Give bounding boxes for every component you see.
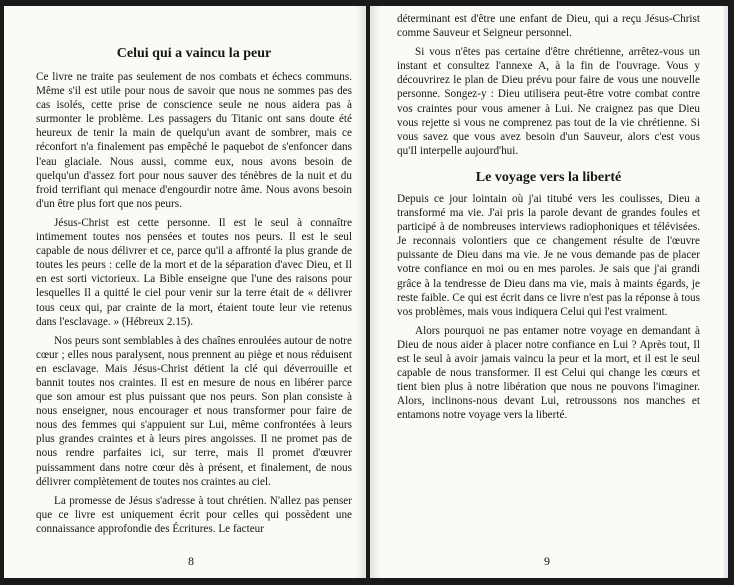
paragraph: Depuis ce jour lointain où j'ai titubé vers les coulisses, Dieu a transformé ma vie. J'ai pris la parole devant de grandes foules et participé à de nombreuses interviews radiophoniques et télévisées. Je reconnais volontiers que ce changement résulte de l'œuvre puissante de Dieu dans ma vie. Je ne vous demande pas de placer votre confiance en moi ou en mes paroles. Je sais que j'ai grandi grâce à la tendresse de Dieu dans ma vie, mais à maints égards, je reste faible. Ce qui est écrit dans ce livre n'est pas la réponse à tous vos problèmes, mais vous indiquera Celui qui l'est vraiment.: [397, 192, 700, 318]
right-page: [370, 6, 728, 578]
paragraph: déterminant est d'être une enfant de Dieu, qui a reçu Jésus-Christ comme Sauveur et Seigneur personnel.: [397, 13, 700, 40]
page-number: 9: [544, 554, 550, 568]
left-page: [4, 6, 366, 578]
gutter-shadow: [356, 6, 366, 578]
page-edge: [724, 6, 728, 578]
section-title: Celui qui a vaincu la peur: [116, 46, 272, 61]
paragraph: Nos peurs sont semblables à des chaînes enroulées autour de notre cœur ; elles nous paralysent, nous prennent au piège et nous réduisent en esclavage. Mais Jésus-Christ détient la clé qui déverrouille et bannit toutes nos craintes. Il est en mesure de nous en libérer parce que son amour est plus puissant que nos peurs. Son plan consiste à nous enseigner, nous encourager et nous transformer pour faire de nous des femmes qui s'appuient sur Lui, même confrontées à leurs plus grandes craintes et à leurs pires angoisses. Il ne promet pas de nous rendre parfaites ici, sur terre, mais Il promet d'œuvrer puissamment dans notre cœur dès à présent, et finalement, de nous délivrer complètement de toutes nos craintes au ciel.: [36, 334, 352, 488]
paragraph: Alors pourquoi ne pas entamer notre voyage en demandant à Dieu de nous aider à placer notre confiance en Lui ? Après tout, Il est le seul à avoir jamais vaincu la peur et la mort, et il est le seul capable de nous transformer. Il est Celui qui change les cœurs et tient bien plus à notre libération que nous ne pouvons l'imaginer. Alors, inclinons-nous devant Lui, retroussons nos manches et entamons notre voyage vers la liberté.: [397, 324, 700, 422]
section-title: Le voyage vers la liberté: [475, 169, 622, 185]
paragraph: Jésus-Christ est cette personne. Il est le seul à connaître intimement toutes nos pensées et toutes nos peurs. Il est le seul capable de nous délivrer et ce, parce qu'il a affronté la plus grande de toutes les peurs : celle de la mort et de la séparation d'avec Dieu, et Il en est sorti victorieux. La Bible enseigne que l'une des raisons pour lesquelles Il a quitté le ciel pour venir sur la terre était de « délivrer tous ceux qui, par crainte de la mort, étaient toute leur vie retenus dans l'esclavage. » (Hébreux 2.15).: [36, 216, 352, 328]
gutter-shadow: [370, 6, 380, 578]
page-number: 8: [188, 554, 194, 568]
paragraph: Si vous n'êtes pas certaine d'être chrétienne, arrêtez-vous un instant et consultez l'annexe A, à la fin de l'ouvrage. Vous y découvrirez le plan de Dieu prévu pour faire de vous une nouvelle personne. Songez-y : Dieu utilisera peut-être votre combat contre vos craintes pour vous amener à Lui. Ne craignez pas que Dieu vous rejette si vous ne comprenez pas tout de la vie chrétienne. Si vous savez que vous avez besoin d'un Sauveur, alors c'est vous qu'Il interpelle aujourd'hui.: [397, 46, 700, 157]
paragraph: La promesse de Jésus s'adresse à tout chrétien. N'allez pas penser que ce livre est uniquement écrit pour celles qui possèdent une connaissance approfondie des Écritures. Le facteur: [36, 494, 352, 535]
paragraph: Ce livre ne traite pas seulement de nos combats et échecs communs. Même s'il est utile pour nous de savoir que nous ne sommes pas des cas isolés, cette prise de conscience seule ne nous aidera pas à surmonter le problème. Les passagers du Titanic ont sans doute été heureux de tenir la main de quelqu'un avant de sombrer, mais ce réconfort n'a finalement pas empêché le paquebot de s'enfoncer dans l'eau glaciale. Nous aussi, comme eux, nous avons besoin de quelqu'un d'assez fort pour nous sauver des ténèbres de la nuit et du froid terrifiant qui menace d'engourdir notre âme. Nous avons besoin d'un être plus fort que nos peurs.: [36, 71, 352, 210]
